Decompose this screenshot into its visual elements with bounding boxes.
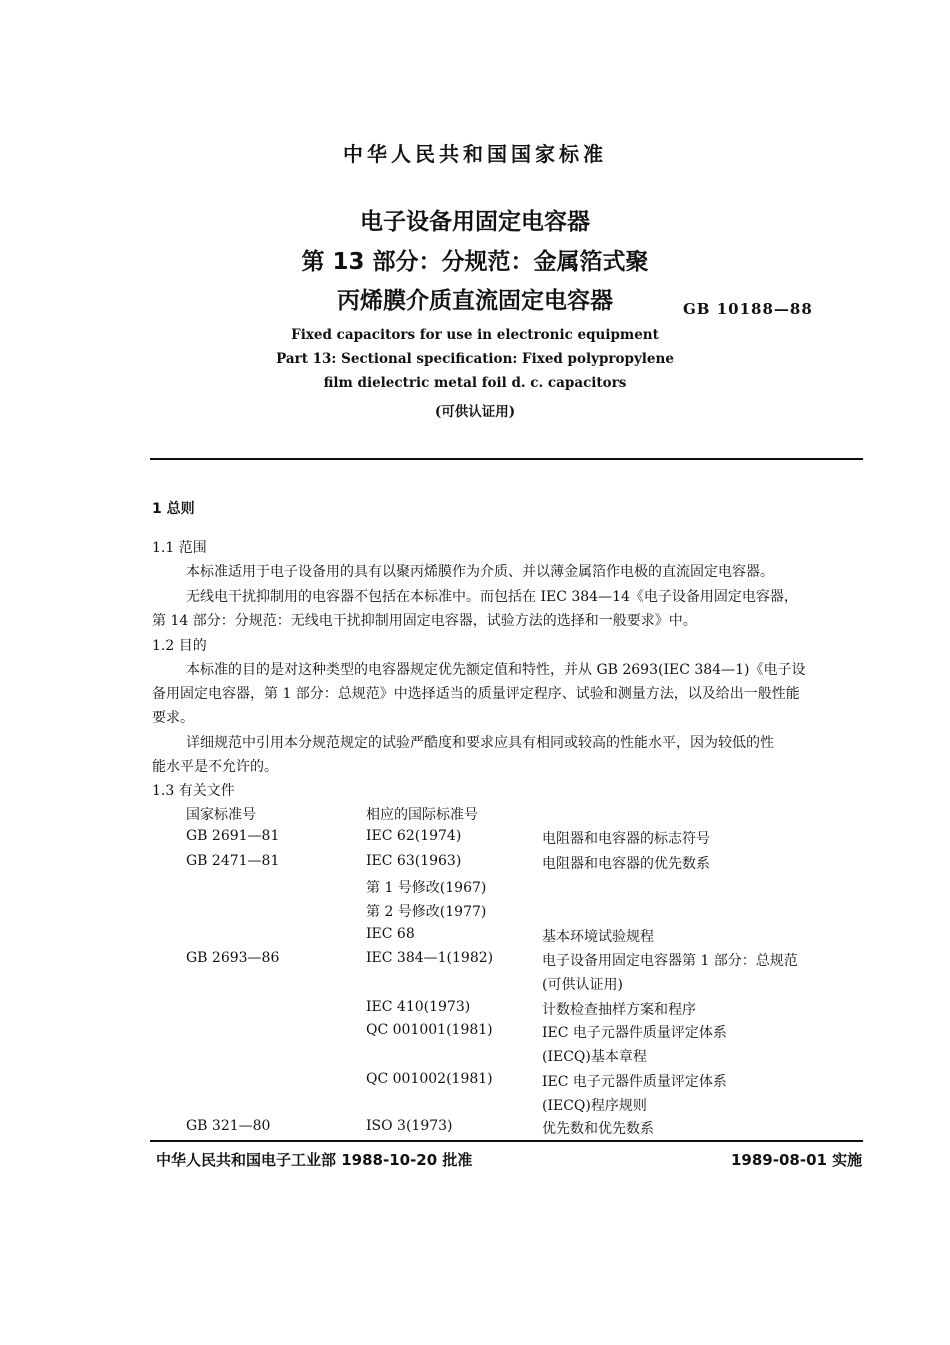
table-cell-title: (IECQ)程序规则 [542, 1098, 647, 1114]
table-cell-iec: IEC 68 [366, 926, 415, 942]
table-cell-iec: IEC 63(1963) [366, 853, 462, 869]
title-en-line-3: film dielectric metal foil d. c. capacitors [323, 375, 627, 391]
table-cell-iec: 第 2 号修改(1977) [366, 904, 487, 920]
section-1-1-paragraph-1: 本标准适用于电子设备用的具有以聚丙烯膜作为介质、并以薄金属箔作电极的直流固定电容器。 [186, 564, 774, 580]
table-cell-gb: GB 2693—86 [186, 950, 280, 966]
table-cell-title: (IECQ)基本章程 [542, 1049, 647, 1065]
effective-date: 1989-08-01 实施 [731, 1151, 863, 1169]
section-1-2-heading: 1.2 目的 [152, 638, 207, 654]
section-1-1-paragraph-2-line-1: 无线电干扰抑制用的电容器不包括在本标准中。而包括在 IEC 384—14《电子设备用固定电容器， [186, 589, 798, 605]
title-en-line-2: Part 13: Sectional specification: Fixed polypropylene [276, 351, 674, 367]
table-cell-iec: IEC 384—1(1982) [366, 950, 494, 966]
approval-date: 中华人民共和国电子工业部 1988-10-20 批准 [156, 1151, 473, 1169]
table-cell-title: IEC 电子元器件质量评定体系 [542, 1074, 727, 1090]
table-cell-title: IEC 电子元器件质量评定体系 [542, 1025, 727, 1041]
table-cell-iec: IEC 62(1974) [366, 828, 462, 844]
table-header-national: 国家标准号 [186, 807, 256, 823]
section-1-2-paragraph-2-line-2: 能水平是不允许的。 [152, 759, 278, 775]
section-1-2-paragraph-1-line-3: 要求。 [152, 710, 194, 726]
table-cell-title: 电子设备用固定电容器第 1 部分：总规范 [542, 953, 798, 969]
title-en-certification-note: (可供认证用) [434, 404, 516, 420]
table-cell-title: (可供认证用) [542, 977, 623, 993]
section-1-2-paragraph-1-line-1: 本标准的目的是对这种类型的电容器规定优先额定值和特性，并从 GB 2693(IEC 384—1)《电子设 [186, 662, 806, 678]
table-cell-title: 计数检查抽样方案和程序 [542, 1002, 696, 1018]
section-1-heading: 1 总则 [152, 501, 195, 517]
section-1-2-paragraph-1-line-2: 备用固定电容器，第 1 部分：总规范》中选择适当的质量评定程序、试验和测量方法，以及给出一般性能 [152, 686, 800, 702]
title-cn-line-3: 丙烯膜介质直流固定电容器 [337, 288, 613, 314]
footer-divider [150, 1140, 863, 1142]
title-cn-line-1: 电子设备用固定电容器 [360, 209, 590, 235]
table-cell-gb: GB 2471—81 [186, 853, 280, 869]
section-1-1-paragraph-2-line-2: 第 14 部分：分规范：无线电干扰抑制用固定电容器，试验方法的选择和一般要求》中。 [152, 613, 697, 629]
table-cell-iec: IEC 410(1973) [366, 999, 471, 1015]
table-cell-iec: QC 001002(1981) [366, 1071, 493, 1087]
standard-number: GB 10188—88 [683, 300, 813, 318]
table-header-international: 相应的国际标准号 [366, 807, 478, 823]
title-cn-line-2: 第 13 部分：分规范：金属箔式聚 [301, 249, 649, 275]
table-cell-iec: 第 1 号修改(1967) [366, 880, 487, 896]
table-cell-title: 电阻器和电容器的优先数系 [542, 856, 710, 872]
section-1-3-heading: 1.3 有关文件 [152, 783, 235, 799]
table-cell-iec: QC 001001(1981) [366, 1022, 493, 1038]
table-cell-title: 优先数和优先数系 [542, 1121, 654, 1137]
title-en-line-1: Fixed capacitors for use in electronic equipment [291, 327, 659, 343]
table-cell-gb: GB 321—80 [186, 1118, 271, 1134]
section-1-2-paragraph-2-line-1: 详细规范中引用本分规范规定的试验严酷度和要求应具有相同或较高的性能水平，因为较低的性 [186, 735, 774, 751]
section-1-1-heading: 1.1 范围 [152, 540, 207, 556]
national-standard-heading: 中华人民共和国国家标准 [343, 142, 607, 166]
table-cell-title: 电阻器和电容器的标志符号 [542, 831, 710, 847]
header-divider [150, 458, 863, 460]
table-cell-iec: ISO 3(1973) [366, 1118, 453, 1134]
table-cell-gb: GB 2691—81 [186, 828, 280, 844]
table-cell-title: 基本环境试验规程 [542, 929, 654, 945]
